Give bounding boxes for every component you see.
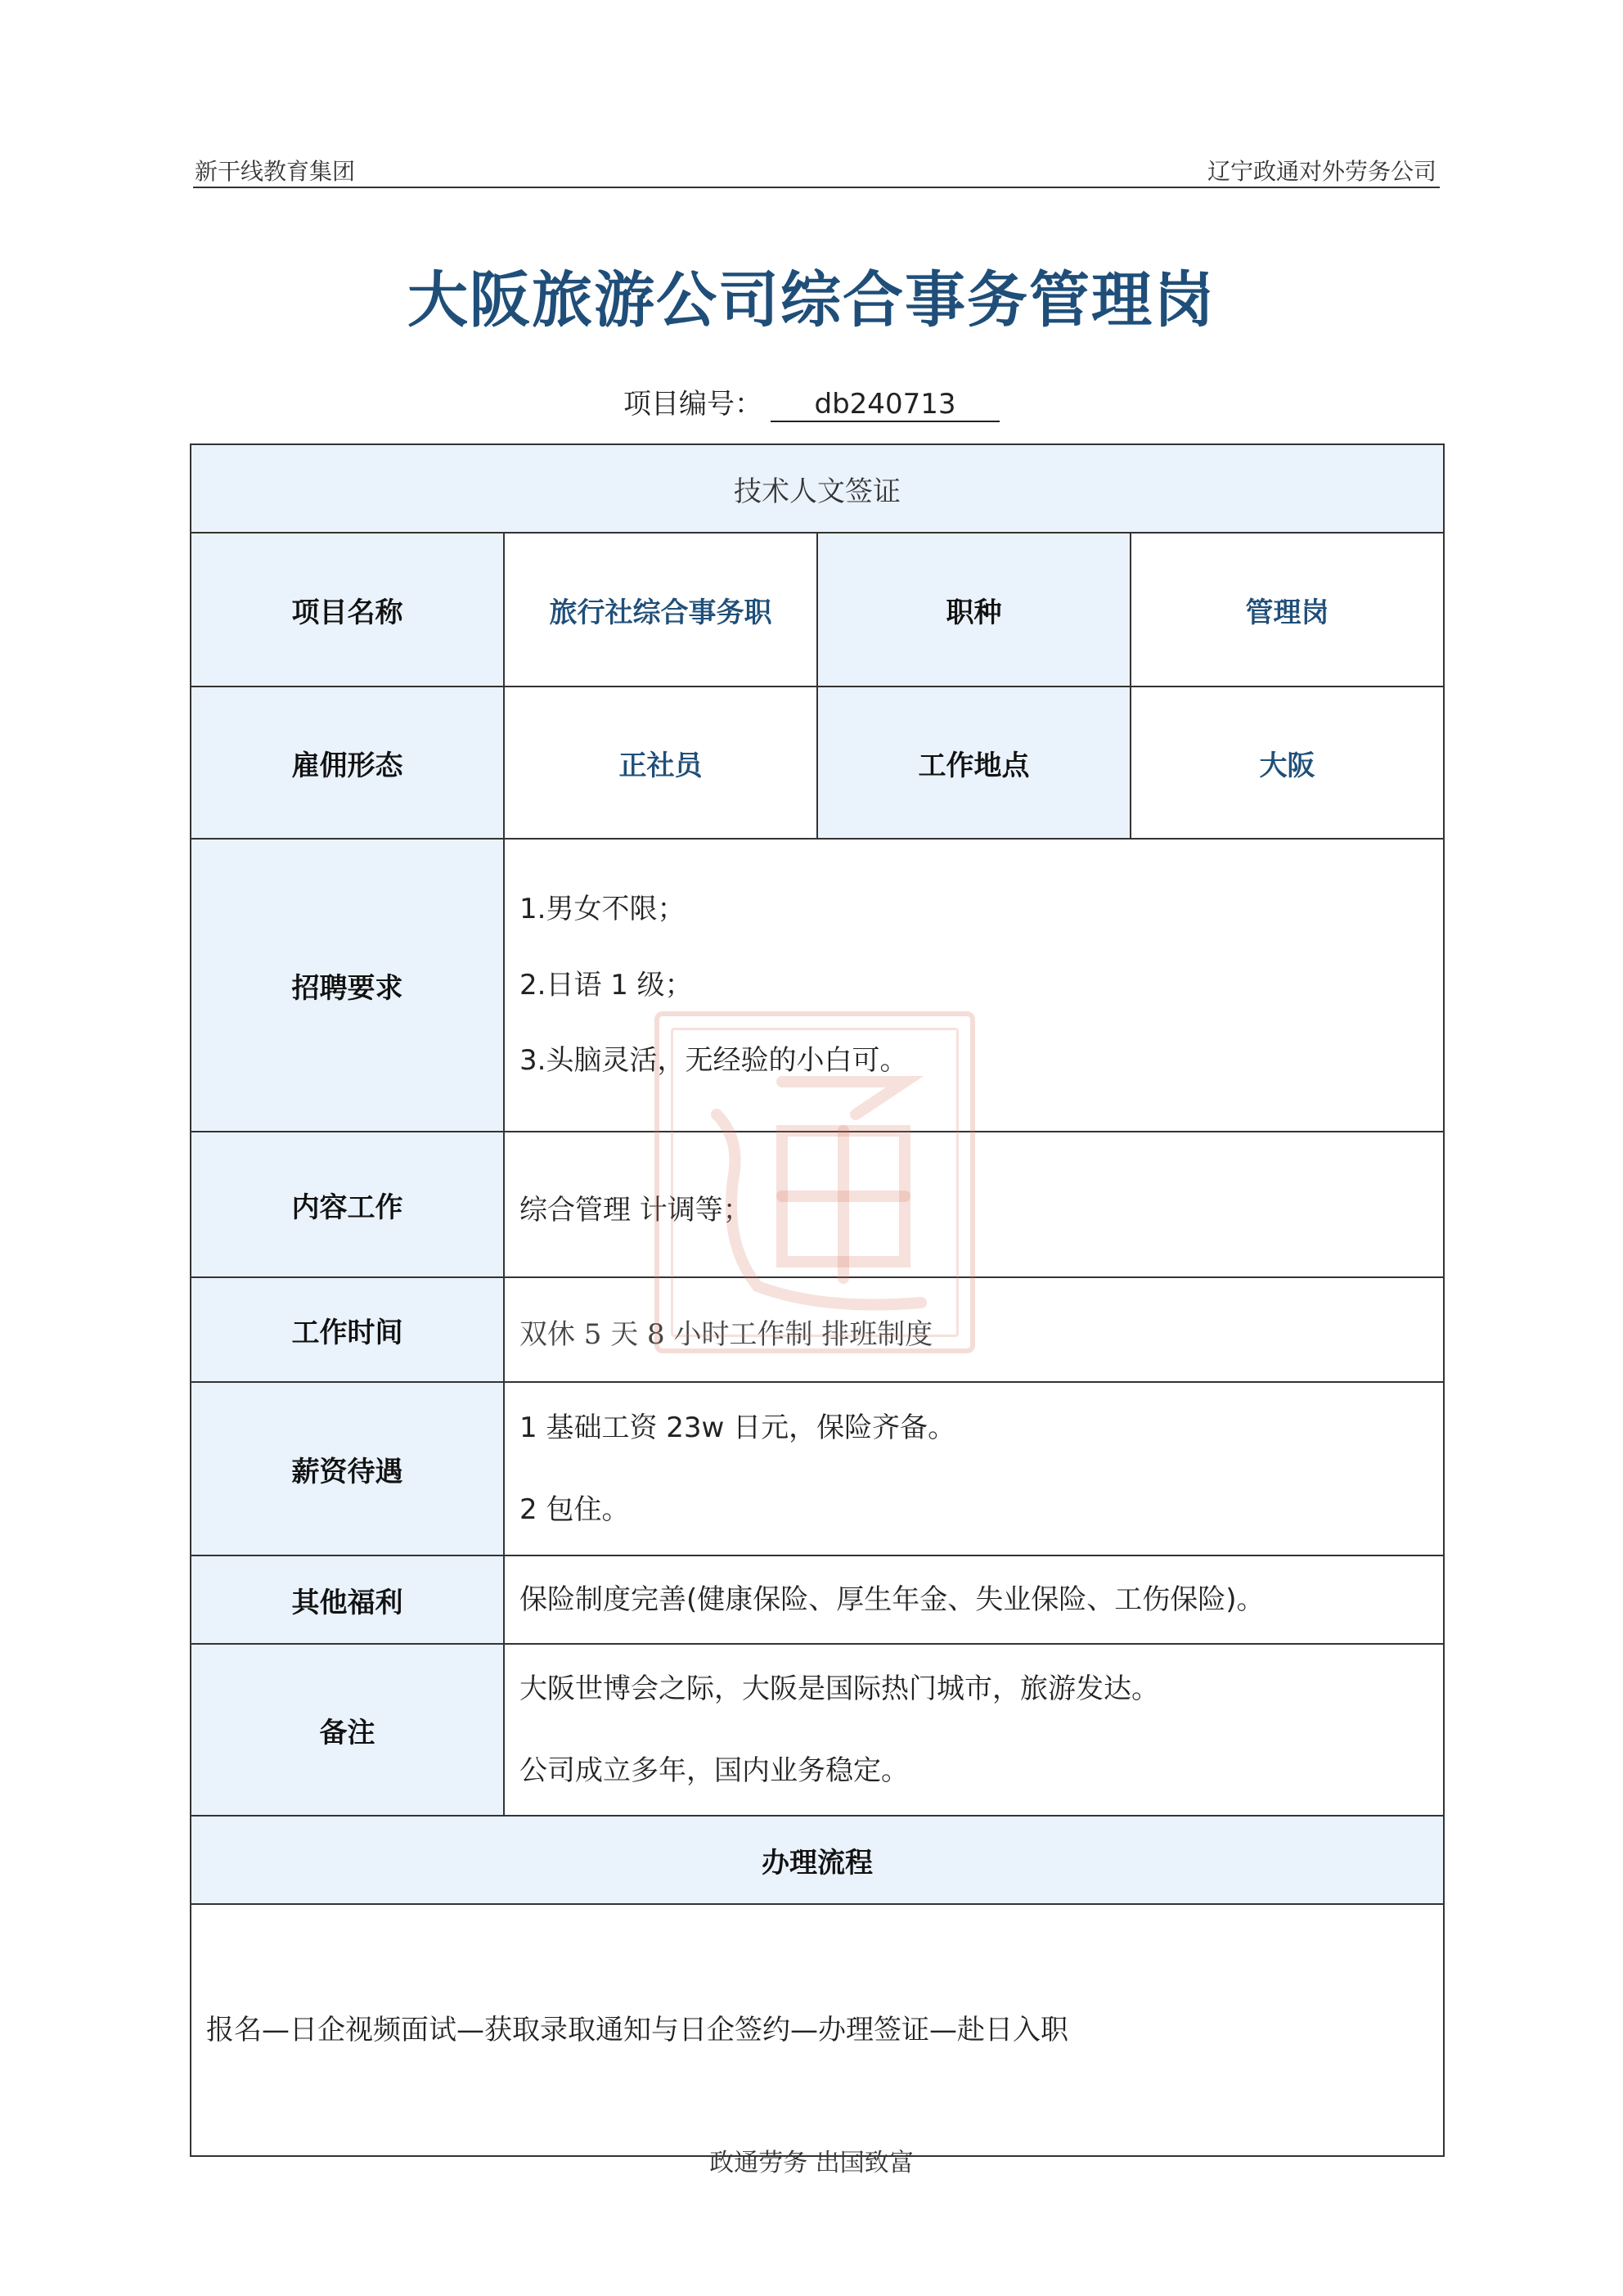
duties-text: 综合管理 计调等； (519, 1193, 751, 1227)
job-type-label: 职种 (817, 533, 1131, 687)
header-left-org: 新干线教育集团 (195, 158, 356, 185)
process-steps: 报名—日企视频面试—获取录取通知与日企签约—办理签证—赴日入职 (206, 2013, 1068, 2046)
salary-line-2: 2 包住。 (519, 1493, 630, 1526)
table-row (191, 1644, 1444, 1816)
benefits-text: 保险制度完善(健康保险、厚生年金、失业保险、工伤保险)。 (519, 1582, 1265, 1616)
salary-content (504, 1382, 1444, 1555)
work-location-label: 工作地点 (817, 687, 1131, 839)
requirements-label: 招聘要求 (191, 839, 504, 1132)
requirement-line-2: 2.日语 1 级； (519, 968, 693, 1002)
seal-watermark (654, 1011, 975, 1353)
project-number-label: 项目编号： (623, 388, 762, 421)
employment-type-label: 雇佣形态 (191, 687, 504, 839)
process-header-row (191, 1816, 1444, 1904)
project-number-value: db240713 (771, 388, 1000, 422)
footer-slogan: 政通劳务 出国致富 (709, 2149, 914, 2177)
requirement-line-1: 1.男女不限； (519, 893, 686, 926)
process-row (191, 1904, 1444, 2156)
benefits-label: 其他福利 (191, 1555, 504, 1644)
table-row (191, 687, 1444, 839)
notes-line-1: 大阪世博会之际，大阪是国际热门城市，旅游发达。 (519, 1672, 1159, 1705)
notes-content (504, 1644, 1444, 1816)
table-row (191, 1382, 1444, 1555)
project-name-value: 旅行社综合事务职 (504, 533, 817, 687)
requirement-line-3: 3.头脑灵活，无经验的小白可。 (519, 1044, 908, 1078)
salary-label: 薪资待遇 (191, 1382, 504, 1555)
work-hours-label: 工作时间 (191, 1277, 504, 1382)
table-row (191, 1555, 1444, 1644)
work-hours-text: 双休 5 天 8 小时工作制 排班制度 (519, 1317, 933, 1351)
work-location-value: 大阪 (1131, 687, 1444, 839)
visa-type-row (191, 444, 1444, 533)
notes-label: 备注 (191, 1644, 504, 1816)
salary-line-1: 1 基础工资 23w 日元，保险齐备。 (519, 1411, 956, 1444)
job-type-value: 管理岗 (1131, 533, 1444, 687)
benefits-content (504, 1555, 1444, 1644)
table-row (191, 533, 1444, 687)
process-content (191, 1904, 1444, 2156)
document-title: 大阪旅游公司综合事务管理岗 (407, 265, 1216, 335)
project-name-label: 项目名称 (191, 533, 504, 687)
project-number (0, 381, 1623, 422)
seal-glyph-icon (659, 1016, 970, 1348)
duties-label: 内容工作 (191, 1132, 504, 1277)
notes-line-2: 公司成立多年，国内业务稳定。 (519, 1754, 909, 1787)
visa-type-band: 技术人文签证 (191, 444, 1444, 533)
employment-type-value: 正社员 (504, 687, 817, 839)
header-divider (193, 187, 1440, 188)
header-right-org: 辽宁政通对外劳务公司 (1207, 158, 1436, 185)
process-title: 办理流程 (191, 1816, 1444, 1904)
